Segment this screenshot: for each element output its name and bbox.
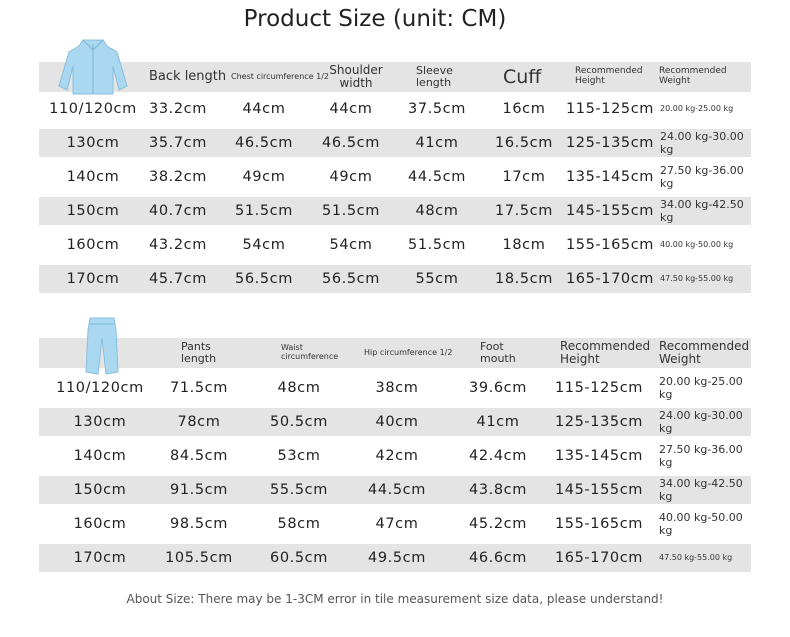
pants-cell-weight: 24.00 kg-30.00 kg xyxy=(659,408,743,435)
tops-cell-chest: 46.5cm xyxy=(235,135,293,151)
tops-table-row xyxy=(39,129,751,157)
tops-cell-chest: 56.5cm xyxy=(235,271,293,287)
pants-cell-size: 130cm xyxy=(73,414,127,430)
pants-cell-size: 150cm xyxy=(73,482,127,498)
pants-cell-foot: 39.6cm xyxy=(469,380,527,396)
pants-cell-weight: 20.00 kg-25.00 kg xyxy=(659,374,743,401)
tops-cell-height: 155-165cm xyxy=(565,237,655,253)
header-pants-length: Pants length xyxy=(181,339,217,365)
tops-cell-shoulder: 56.5cm xyxy=(322,271,380,287)
pants-cell-waist: 58cm xyxy=(277,516,321,532)
pants-cell-weight: 27.50 kg-36.00 kg xyxy=(659,442,743,469)
pants-cell-weight: 34.00 kg-42.50 kg xyxy=(659,476,743,503)
tops-cell-shoulder: 49cm xyxy=(329,169,373,185)
pants-cell-foot: 42.4cm xyxy=(469,448,527,464)
tops-cell-size: 130cm xyxy=(66,135,120,151)
pants-cell-height: 145-155cm xyxy=(554,482,644,498)
tops-table-row xyxy=(39,163,751,191)
pants-table-row xyxy=(39,544,751,572)
header-height: Recommended Height xyxy=(560,338,651,366)
pants-cell-height: 125-135cm xyxy=(554,414,644,430)
pants-cell-pants: 84.5cm xyxy=(170,448,228,464)
header-cuff: Cuff xyxy=(503,65,542,88)
header-shoulder: Shoulder width xyxy=(329,62,383,90)
pants-cell-foot: 43.8cm xyxy=(469,482,527,498)
pants-cell-pants: 78cm xyxy=(177,414,221,430)
tops-cell-weight: 20.00 kg-25.00 kg xyxy=(660,104,734,114)
header-back-length: Back length xyxy=(149,68,227,84)
pants-cell-height: 155-165cm xyxy=(554,516,644,532)
tops-cell-weight: 24.00 kg-30.00 kg xyxy=(660,129,744,156)
tops-header-row xyxy=(39,60,751,94)
tops-cell-cuff: 18.5cm xyxy=(495,271,553,287)
pants-cell-height: 115-125cm xyxy=(554,380,644,396)
tops-cell-cuff: 18cm xyxy=(502,237,546,253)
tops-table-row xyxy=(39,95,751,123)
tops-cell-size: 160cm xyxy=(66,237,120,253)
pants-cell-waist: 53cm xyxy=(277,448,321,464)
tops-cell-back: 45.7cm xyxy=(149,271,207,287)
pants-cell-hip: 49.5cm xyxy=(368,550,426,566)
pants-cell-pants: 98.5cm xyxy=(170,516,228,532)
pants-cell-size: 140cm xyxy=(73,448,127,464)
tops-cell-back: 43.2cm xyxy=(149,237,207,253)
tops-cell-back: 38.2cm xyxy=(149,169,207,185)
pants-cell-waist: 60.5cm xyxy=(270,550,328,566)
tops-cell-size: 140cm xyxy=(66,169,120,185)
tops-cell-height: 125-135cm xyxy=(565,135,655,151)
tops-cell-cuff: 16.5cm xyxy=(495,135,553,151)
pants-cell-size: 160cm xyxy=(73,516,127,532)
tops-cell-sleeve: 37.5cm xyxy=(408,101,466,117)
pants-header-row xyxy=(39,336,751,370)
tops-cell-sleeve: 48cm xyxy=(415,203,459,219)
header-height: Recommended Height xyxy=(575,66,643,86)
pants-cell-waist: 55.5cm xyxy=(270,482,328,498)
tops-cell-size: 110/120cm xyxy=(49,101,137,117)
header-sleeve: Sleeve length xyxy=(416,63,453,89)
pants-cell-height: 135-145cm xyxy=(554,448,644,464)
pants-table-row xyxy=(39,374,751,402)
tops-cell-shoulder: 51.5cm xyxy=(322,203,380,219)
tops-cell-chest: 44cm xyxy=(242,101,286,117)
pants-cell-foot: 45.2cm xyxy=(469,516,527,532)
tops-cell-size: 170cm xyxy=(66,271,120,287)
pants-cell-hip: 47cm xyxy=(375,516,419,532)
tops-cell-weight: 40.00 kg-50.00 kg xyxy=(660,240,734,250)
header-weight: Recommended Weight xyxy=(659,66,727,86)
size-note: About Size: There may be 1-3CM error in tile measurement size data, please understand! xyxy=(126,592,664,606)
pants-cell-weight: 40.00 kg-50.00 kg xyxy=(659,510,743,537)
tops-cell-sleeve: 55cm xyxy=(415,271,459,287)
pants-cell-pants: 105.5cm xyxy=(165,550,233,566)
pants-table-row xyxy=(39,510,751,538)
tops-cell-cuff: 17cm xyxy=(502,169,546,185)
tops-cell-height: 135-145cm xyxy=(565,169,655,185)
pants-table-row xyxy=(39,476,751,504)
tops-table-row xyxy=(39,231,751,259)
tops-cell-sleeve: 51.5cm xyxy=(408,237,466,253)
pants-cell-hip: 44.5cm xyxy=(368,482,426,498)
pants-cell-hip: 42cm xyxy=(375,448,419,464)
pants-table-row xyxy=(39,408,751,436)
tops-cell-cuff: 16cm xyxy=(502,101,546,117)
pants-cell-hip: 40cm xyxy=(375,414,419,430)
tops-cell-size: 150cm xyxy=(66,203,120,219)
header-waist: Waist circumference xyxy=(281,343,339,361)
pants-cell-waist: 50.5cm xyxy=(270,414,328,430)
header-weight: Recommended Weight xyxy=(659,338,750,366)
tops-cell-shoulder: 46.5cm xyxy=(322,135,380,151)
pants-cell-foot: 46.6cm xyxy=(469,550,527,566)
tops-cell-back: 33.2cm xyxy=(149,101,207,117)
tops-cell-back: 35.7cm xyxy=(149,135,207,151)
tops-cell-cuff: 17.5cm xyxy=(495,203,553,219)
tops-cell-sleeve: 44.5cm xyxy=(408,169,466,185)
tops-cell-chest: 54cm xyxy=(242,237,286,253)
tops-cell-chest: 49cm xyxy=(242,169,286,185)
tops-cell-shoulder: 54cm xyxy=(329,237,373,253)
tops-cell-shoulder: 44cm xyxy=(329,101,373,117)
pants-cell-pants: 91.5cm xyxy=(170,482,228,498)
tops-cell-weight: 34.00 kg-42.50 kg xyxy=(660,197,744,224)
tops-table-row xyxy=(39,197,751,225)
pants-cell-foot: 41cm xyxy=(476,414,520,430)
tops-cell-back: 40.7cm xyxy=(149,203,207,219)
header-chest: Chest circumference 1/2 xyxy=(231,71,330,81)
header-hip: Hip circumference 1/2 xyxy=(364,347,453,357)
pants-cell-pants: 71.5cm xyxy=(170,380,228,396)
pants-cell-size: 110/120cm xyxy=(56,380,144,396)
pants-cell-height: 165-170cm xyxy=(554,550,644,566)
tops-cell-weight: 27.50 kg-36.00 kg xyxy=(660,163,744,190)
tops-cell-height: 115-125cm xyxy=(565,101,655,117)
page-title: Product Size (unit: CM) xyxy=(243,6,507,32)
pants-cell-hip: 38cm xyxy=(375,380,419,396)
pants-cell-size: 170cm xyxy=(73,550,127,566)
header-foot-mouth: Foot mouth xyxy=(480,339,516,365)
pants-cell-weight: 47.50 kg-55.00 kg xyxy=(659,553,733,563)
tops-cell-height: 165-170cm xyxy=(565,271,655,287)
tops-cell-sleeve: 41cm xyxy=(415,135,459,151)
tops-table-row xyxy=(39,265,751,293)
tops-cell-weight: 47.50 kg-55.00 kg xyxy=(660,274,734,284)
pants-cell-waist: 48cm xyxy=(277,380,321,396)
pants-table-row xyxy=(39,442,751,470)
tops-cell-chest: 51.5cm xyxy=(235,203,293,219)
tops-cell-height: 145-155cm xyxy=(565,203,655,219)
